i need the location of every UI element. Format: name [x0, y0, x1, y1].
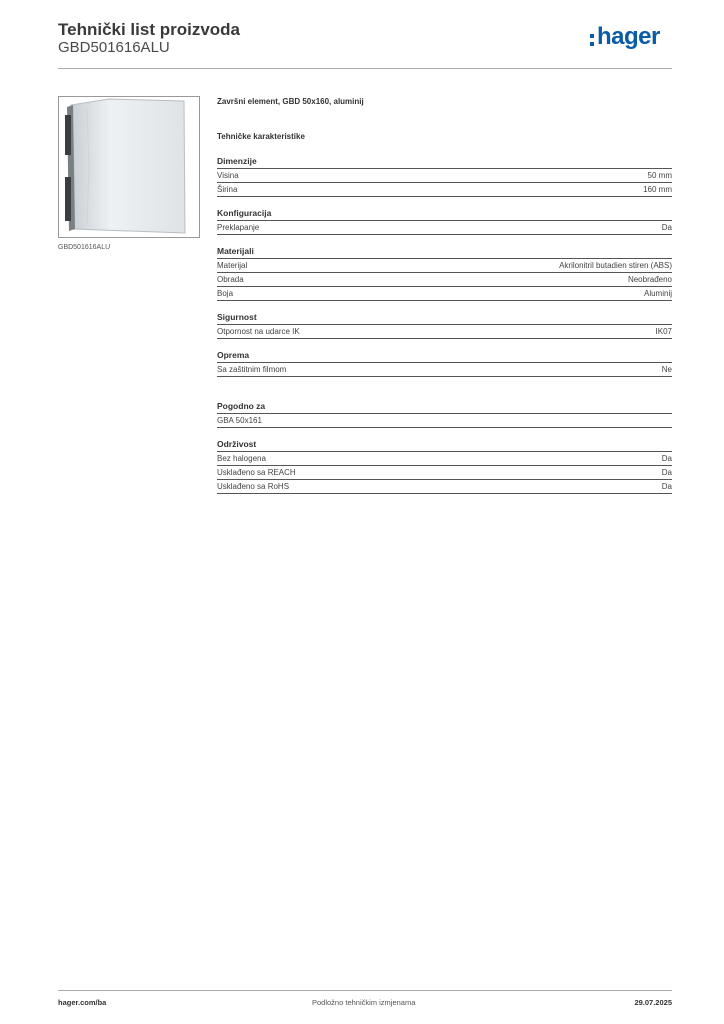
page-title: Tehnički list proizvoda: [58, 20, 240, 39]
header-divider: [58, 68, 672, 69]
section-heading: Materijali: [217, 246, 672, 259]
spec-row: [217, 480, 672, 494]
spec-label: Širina: [217, 185, 238, 194]
spec-value: Da: [661, 454, 672, 463]
logo-dot-icon: [590, 42, 594, 46]
section-heading: Konfiguracija: [217, 208, 672, 221]
spec-row: [217, 287, 672, 301]
spec-row: [217, 325, 672, 339]
section-heading: Sigurnost: [217, 312, 672, 325]
section-heading: Održivost: [217, 439, 672, 452]
spec-row: [217, 452, 672, 466]
spec-value: IK07: [655, 327, 672, 336]
spec-label: GBA 50x161: [217, 416, 262, 425]
spec-value: Da: [661, 223, 672, 232]
spec-value: 160 mm: [643, 185, 672, 194]
spec-value: Aluminij: [643, 289, 672, 298]
image-caption: GBD501616ALU: [58, 244, 111, 251]
spec-row: [217, 183, 672, 197]
section-materijali: [217, 246, 672, 301]
spec-label: Sa zaštitnim filmom: [217, 365, 287, 374]
spec-label: Materijal: [217, 261, 248, 270]
spec-label: Boja: [217, 289, 234, 298]
spec-label: Obrada: [217, 275, 244, 284]
spec-value: 50 mm: [647, 171, 672, 180]
product-illustration: [59, 97, 200, 238]
spec-row: [217, 414, 672, 428]
spec-row: [217, 273, 672, 287]
spec-content: [217, 96, 672, 494]
section-sigurnost: [217, 312, 672, 339]
footer-divider: [58, 990, 672, 991]
product-description: Završni element, GBD 50x160, aluminij: [217, 97, 364, 106]
footer-note: Podložno tehničkim izmjenama: [312, 998, 416, 1007]
footer-date: 29.07.2025: [634, 998, 672, 1007]
footer-website-link[interactable]: hager.com/ba: [58, 998, 107, 1007]
logo-dot-icon: [590, 34, 594, 38]
spec-row: [217, 363, 672, 377]
spec-value: Akrilonitril butadien stiren (ABS): [559, 261, 672, 270]
section-oprema: [217, 350, 672, 377]
spec-label: Usklađeno sa RoHS: [217, 482, 290, 491]
spec-value: Da: [661, 482, 672, 491]
spec-row: [217, 221, 672, 235]
section-konfiguracija: [217, 208, 672, 235]
spec-row: [217, 169, 672, 183]
spec-row: [217, 466, 672, 480]
product-code: GBD501616ALU: [58, 39, 170, 56]
characteristics-title: Tehničke karakteristike: [217, 132, 305, 141]
spec-value: Neobrađeno: [627, 275, 672, 284]
section-heading: Oprema: [217, 350, 672, 363]
section-dimenzije: [217, 156, 672, 197]
section-odrzivost: [217, 439, 672, 494]
hager-logo[interactable]: [590, 23, 680, 55]
spec-value: Ne: [661, 365, 672, 374]
section-pogodno-za: [217, 401, 672, 428]
spec-row: [217, 259, 672, 273]
logo-text: hager: [597, 23, 660, 50]
spec-label: Otpornost na udarce IK: [217, 327, 300, 336]
spec-label: Preklapanje: [217, 223, 260, 232]
spec-label: Bez halogena: [217, 454, 266, 463]
spec-value: Da: [661, 468, 672, 477]
product-image: [58, 96, 200, 238]
section-heading: Pogodno za: [217, 401, 672, 414]
spec-label: Usklađeno sa REACH: [217, 468, 296, 477]
spec-label: Visina: [217, 171, 239, 180]
section-heading: Dimenzije: [217, 156, 672, 169]
